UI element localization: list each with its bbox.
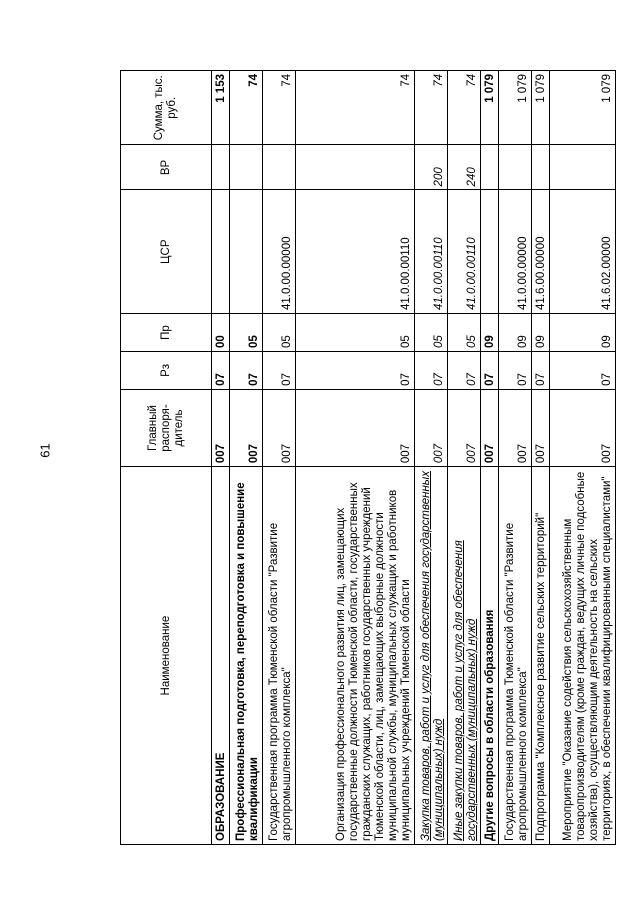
- cell-name: Государственная программа Тюменской области "Развитие агропромышленного комплекса": [263, 467, 296, 845]
- cell-pr: 09: [532, 314, 550, 352]
- cell-sum: 74: [230, 71, 263, 146]
- cell-vr: 200: [415, 145, 448, 190]
- cell-csr: 41.6.00.00000: [532, 190, 550, 314]
- cell-name: Иные закупки товаров, работ и услуг для обеспечения государственных (муниципальных) нужд: [448, 467, 481, 845]
- cell-vr: [499, 145, 532, 190]
- cell-csr: [230, 190, 263, 314]
- cell-rz: 07: [448, 351, 481, 389]
- cell-sum: 1 079: [550, 71, 616, 146]
- cell-sum: 74: [263, 71, 296, 146]
- cell-rz: 07: [212, 351, 230, 389]
- cell-adm: 007: [550, 389, 616, 466]
- cell-vr: [230, 145, 263, 190]
- cell-name: Государственная программа Тюменской области "Развитие агропромышленного комплекса": [499, 467, 532, 845]
- cell-sum: 1 079: [499, 71, 532, 146]
- cell-sum: 74: [448, 71, 481, 146]
- cell-rz: 07: [415, 351, 448, 389]
- cell-adm: 007: [263, 389, 296, 466]
- cell-pr: 05: [263, 314, 296, 352]
- header-vr: ВР: [121, 145, 212, 190]
- cell-csr: [481, 190, 499, 314]
- cell-adm: 007: [448, 389, 481, 466]
- table-row: [212, 71, 230, 845]
- header-row: [121, 71, 212, 845]
- cell-rz: 07: [296, 351, 415, 389]
- cell-pr: 05: [230, 314, 263, 352]
- cell-rz: 07: [481, 351, 499, 389]
- table-row: [481, 71, 499, 845]
- cell-adm: 007: [212, 389, 230, 466]
- cell-name: ОБРАЗОВАНИЕ: [212, 467, 230, 845]
- cell-csr: 41.0.00.00110: [448, 190, 481, 314]
- table-row: [499, 71, 532, 845]
- table-row: [448, 71, 481, 845]
- cell-name: Другие вопросы в области образования: [481, 467, 499, 845]
- table-row: [415, 71, 448, 845]
- cell-pr: 05: [448, 314, 481, 352]
- cell-name: Подпрограмма "Комплексное развитие сельских территорий": [532, 467, 550, 845]
- cell-sum: 1 079: [532, 71, 550, 146]
- cell-pr: 05: [296, 314, 415, 352]
- table-body: [212, 71, 616, 845]
- cell-sum: 1 153: [212, 71, 230, 146]
- cell-adm: 007: [532, 389, 550, 466]
- header-name: Наименование: [121, 467, 212, 845]
- header-csr: ЦСР: [121, 190, 212, 314]
- cell-csr: [212, 190, 230, 314]
- cell-pr: 00: [212, 314, 230, 352]
- budget-table: [120, 70, 616, 845]
- cell-vr: 240: [448, 145, 481, 190]
- cell-pr: 09: [550, 314, 616, 352]
- cell-pr: 05: [415, 314, 448, 352]
- cell-csr: 41.0.00.00000: [263, 190, 296, 314]
- table-row: [550, 71, 616, 845]
- cell-vr: [550, 145, 616, 190]
- cell-adm: 007: [415, 389, 448, 466]
- cell-csr: 41.0.00.00000: [499, 190, 532, 314]
- cell-rz: 07: [499, 351, 532, 389]
- table-row: [263, 71, 296, 845]
- header-pr: Пр: [121, 314, 212, 352]
- cell-vr: [532, 145, 550, 190]
- header-main-admin: Главный распоря-дитель: [121, 389, 212, 466]
- header-sum: Сумма, тыс. руб.: [121, 71, 212, 146]
- cell-adm: 007: [499, 389, 532, 466]
- table-row: [532, 71, 550, 845]
- cell-vr: [481, 145, 499, 190]
- cell-csr: 41.0.00.00110: [415, 190, 448, 314]
- cell-vr: [212, 145, 230, 190]
- cell-sum: 1 079: [481, 71, 499, 146]
- cell-csr: 41.0.00.00110: [296, 190, 415, 314]
- cell-rz: 07: [550, 351, 616, 389]
- table-row: [296, 71, 415, 845]
- cell-vr: [263, 145, 296, 190]
- cell-adm: 007: [481, 389, 499, 466]
- cell-rz: 07: [263, 351, 296, 389]
- cell-name: Организация профессионального развития лиц, замещающих государственные должности Тюменской области, государственных гражданских служащих, работников государственных учреждений Тюменской области, лиц, замещающих выборные должности муниципальной службы, муниципальных служащих и работников муниципальных учреждений Тюменской области: [296, 467, 415, 845]
- cell-pr: 09: [499, 314, 532, 352]
- cell-adm: 007: [230, 389, 263, 466]
- cell-csr: 41.6.02.00000: [550, 190, 616, 314]
- header-rz: Рз: [121, 351, 212, 389]
- rotated-table-wrapper: [120, 70, 613, 845]
- table-row: [230, 71, 263, 845]
- cell-name: Мероприятие "Оказание содействия сельскохозяйственным товаропроизводителям (кроме граждан, ведущих личные подсобные хозяйства), осуществляющим деятельность на сельских территориях, в обеспечении квалифицированными специалистами": [550, 467, 616, 845]
- cell-rz: 07: [230, 351, 263, 389]
- cell-vr: [296, 145, 415, 190]
- cell-name: Закупка товаров, работ и услуг для обеспечения государственных (муниципальных) нужд: [415, 467, 448, 845]
- cell-rz: 07: [532, 351, 550, 389]
- page-number: 61: [37, 443, 53, 458]
- cell-adm: 007: [296, 389, 415, 466]
- cell-pr: 09: [481, 314, 499, 352]
- cell-sum: 74: [415, 71, 448, 146]
- cell-name: Профессиональная подготовка, переподготовка и повышение квалификации: [230, 467, 263, 845]
- cell-sum: 74: [296, 71, 415, 146]
